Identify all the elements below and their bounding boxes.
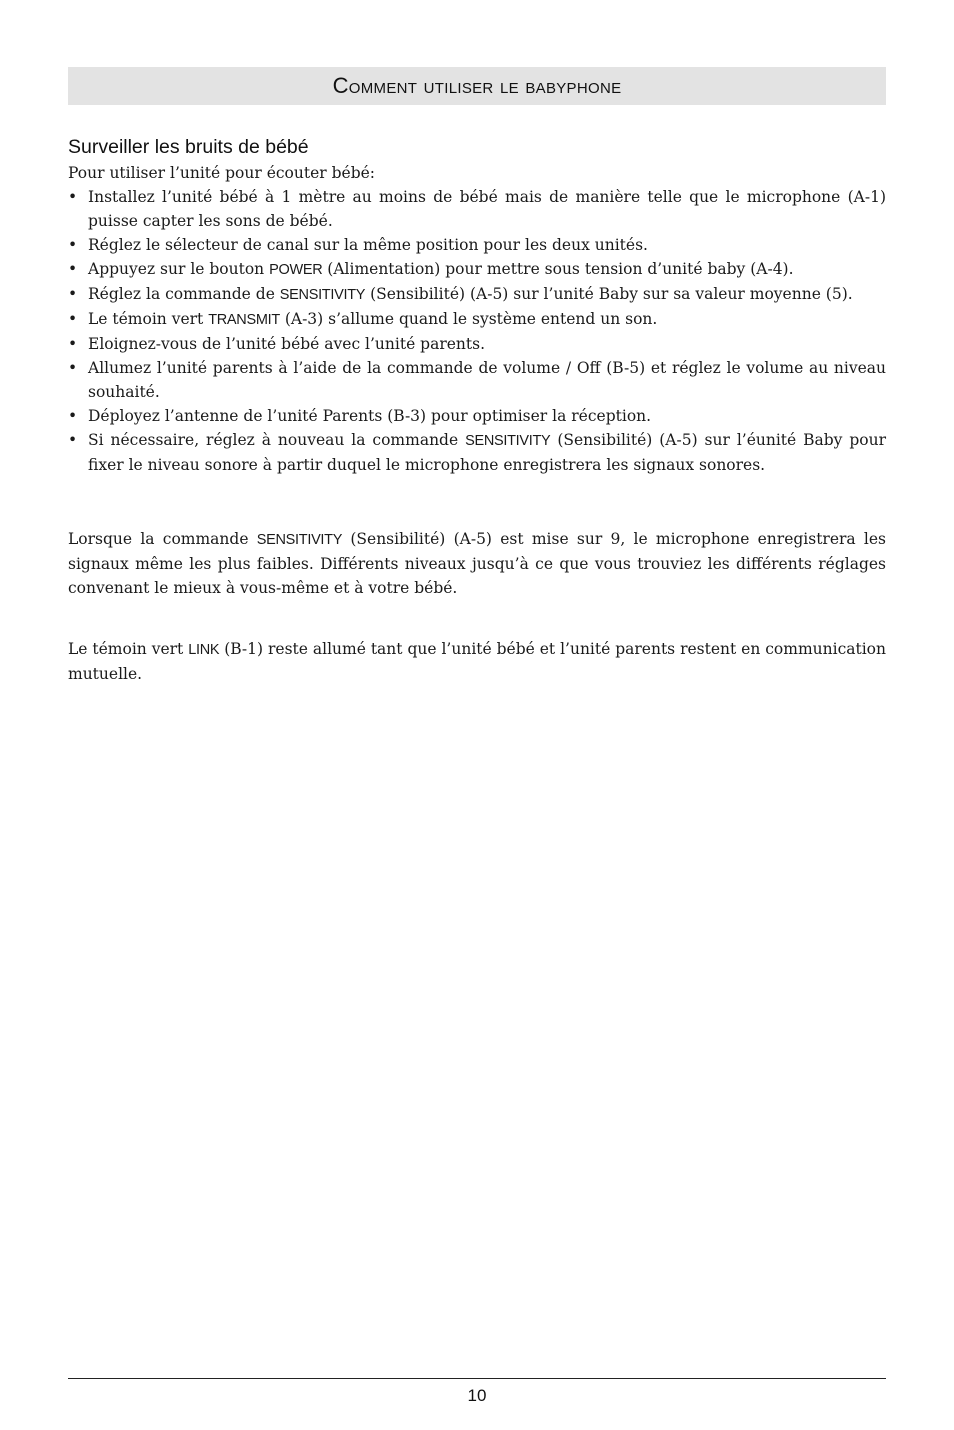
bullet-marker: • (68, 335, 78, 353)
intro-text: Pour utiliser l’unité pour écouter bébé: (68, 164, 376, 182)
section-header-bar (68, 67, 886, 105)
bullet-marker: • (68, 236, 78, 254)
bullet-marker: • (68, 285, 78, 303)
list-item (68, 233, 886, 257)
bullet-marker: • (68, 188, 78, 206)
list-item-text: Réglez le sélecteur de canal sur la même position pour les deux unités. (88, 236, 648, 254)
list-item (68, 185, 886, 233)
list-item (68, 307, 886, 332)
list-item (68, 332, 886, 356)
bullet-marker: • (68, 431, 78, 449)
bullet-marker: • (68, 260, 78, 278)
sensitivity-key-label: SENSITIVITY (256, 532, 343, 548)
list-item-text: Eloignez-vous de l’unité bébé avec l’unité parents. (88, 335, 486, 353)
link-paragraph (68, 637, 886, 686)
list-item-text: Installez l’unité bébé à 1 mètre au moins de bébé mais de manière telle que le microphone (A-1) puisse capter les sons de bébé. (88, 188, 886, 230)
footer-divider (68, 1378, 886, 1379)
page-number: 10 (467, 1386, 487, 1405)
power-key-label: POWER (269, 262, 323, 278)
paragraph-text-pre: Lorsque la commande (68, 530, 257, 548)
list-item-text-pre: Si nécessaire, réglez à nouveau la commande (88, 431, 466, 449)
sensitivity-key-label: SENSITIVITY (465, 433, 551, 449)
bullet-marker: • (68, 359, 78, 377)
bullet-marker: • (68, 407, 78, 425)
list-item (68, 356, 886, 404)
sensitivity-key-label: SENSITIVITY (279, 287, 366, 303)
list-item (68, 404, 886, 428)
instruction-list (68, 185, 886, 477)
list-item-text-post: (Alimentation) pour mettre sous tension d’unité baby (A-4). (322, 260, 794, 278)
paragraph-text-post: (Sensibilité) (A-5) est mise sur 9, le microphone enregistrera les signaux même les plus faibles. Différents niveaux jusqu’à ce que vous trouviez les différents réglages convenant le mieux à vous-même et à votre bébé. (68, 530, 887, 597)
list-item (68, 282, 886, 307)
paragraph-text-post: (B-1) reste allumé tant que l’unité bébé et l’unité parents restent en communication mutuelle. (68, 640, 886, 683)
link-key-label: LINK (188, 642, 220, 658)
list-item-text-pre: Réglez la commande de (88, 285, 280, 303)
list-item (68, 428, 886, 477)
bullet-marker: • (68, 310, 78, 328)
list-item-text-post: (A-3) s’allume quand le système entend un son. (279, 310, 658, 328)
list-item (68, 257, 886, 282)
list-item-text-post: (Sensibilité) (A-5) sur l’éunité Baby pour fixer le niveau sonore à partir duquel le microphone enregistrera les signaux sonores. (88, 431, 887, 474)
list-item-text: Allumez l’unité parents à l’aide de la commande de volume / Off (B-5) et réglez le volume au niveau souhaité. (88, 359, 886, 401)
section-header-title: Comment utiliser le babyphone (332, 73, 622, 98)
transmit-key-label: TRANSMIT (208, 312, 280, 328)
page-content (68, 67, 886, 686)
list-item-text-post: (Sensibilité) (A-5) sur l’unité Baby sur sa valeur moyenne (5). (365, 285, 853, 303)
sensitivity-paragraph (68, 527, 886, 600)
list-item-text-pre: Appuyez sur le bouton (88, 260, 270, 278)
section-subheading: Surveiller les bruits de bébé (68, 136, 309, 158)
list-item-text: Déployez l’antenne de l’unité Parents (B-3) pour optimiser la réception. (88, 407, 652, 425)
list-item-text-pre: Le témoin vert (88, 310, 209, 328)
paragraph-text-pre: Le témoin vert (68, 640, 189, 658)
